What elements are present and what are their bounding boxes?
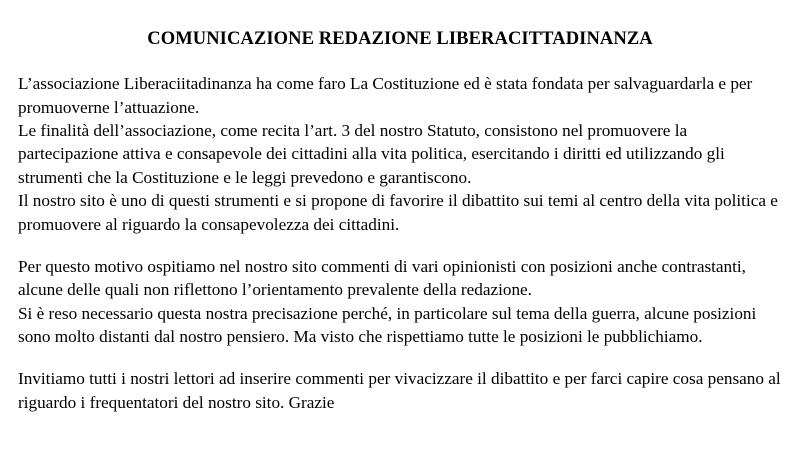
paragraph: Per questo motivo ospitiamo nel nostro sito commenti di vari opinionisti con posizioni anche contrastanti, alcune delle quali non riflettono l’orientamento prevalente della redazione. bbox=[18, 256, 746, 300]
page-title: COMUNICAZIONE REDAZIONE LIBERACITTADINANZA bbox=[147, 29, 653, 49]
paragraph-block-1 bbox=[18, 72, 782, 236]
paragraph: L’associazione Liberaciitadinanza ha come faro La Costituzione ed è stata fondata per salvaguardarla e per promuoverne l’attuazione. bbox=[18, 74, 753, 117]
paragraph-block-3 bbox=[18, 367, 782, 414]
paragraph: Invitiamo tutti i nostri lettori ad inserire commenti per vivacizzare il dibattito e per farci capire cosa pensano al riguardo i frequentatori del nostro sito. Grazie bbox=[18, 369, 781, 412]
paragraph-spacer bbox=[18, 348, 782, 367]
paragraph: Si è reso necessario questa nostra precisazione perché, in particolare sul tema della guerra, alcune posizioni sono molto distanti dal nostro pensiero. Ma visto che rispettiamo tutte le posizioni le pubblichiamo. bbox=[18, 303, 757, 347]
paragraph: Le finalità dell’associazione, come recita l’art. 3 del nostro Statuto, consistono nel promuovere la partecipazione attiva e consapevole dei cittadini alla vita politica, esercitando i diritti ed utilizzando gli strumenti che la Costituzione e le leggi prevedono e garantiscono. bbox=[18, 120, 725, 187]
paragraph-spacer bbox=[18, 236, 782, 255]
paragraph-block-2 bbox=[18, 255, 782, 349]
paragraph: Il nostro sito è uno di questi strumenti e si propone di favorire il dibattito sui temi al centro della vita politica e promuovere al riguardo la consapevolezza dei cittadini. bbox=[18, 191, 778, 234]
